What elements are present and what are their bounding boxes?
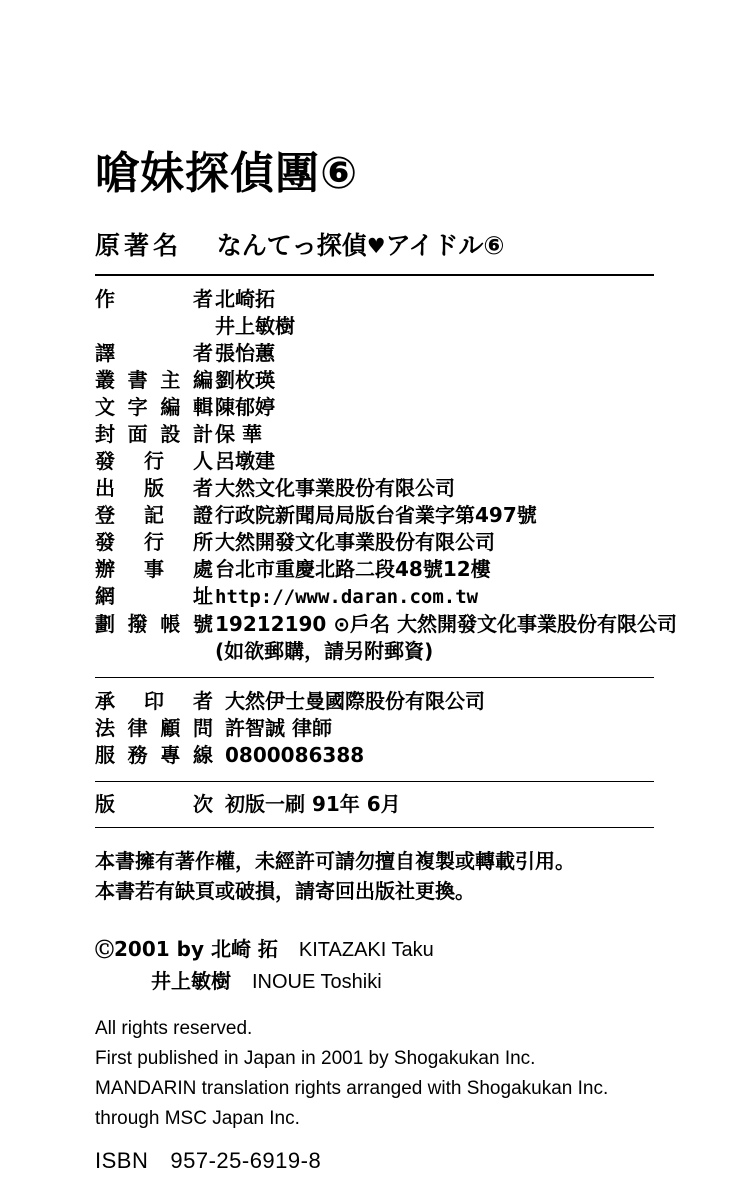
table-row bbox=[95, 791, 654, 818]
row-value: 台北市重慶北路二段48號12樓 bbox=[215, 557, 491, 581]
row-label: 作 者 bbox=[95, 287, 213, 311]
page-title: 嗆妹探偵團⑥ bbox=[95, 148, 359, 199]
copyright-line-1 bbox=[95, 934, 654, 966]
table-row bbox=[95, 502, 677, 529]
author-1-romanized: KITAZAKI Taku bbox=[298, 939, 434, 961]
row-value[interactable] bbox=[213, 583, 677, 611]
row-value: 保 華 bbox=[215, 422, 262, 446]
table-row bbox=[95, 742, 654, 769]
row-value: 行政院新聞局局版台省業字第497號 bbox=[215, 503, 537, 527]
row-label: 發 行 人 bbox=[95, 449, 213, 473]
copyright-notice bbox=[95, 846, 654, 906]
original-title-label: 原著名 bbox=[95, 231, 183, 260]
row-value: 陳郁婷 bbox=[215, 395, 275, 419]
row-value-text-2: (如欲郵購，請另附郵資) bbox=[215, 639, 434, 663]
row-value bbox=[213, 286, 677, 340]
row-value: 劉枚瑛 bbox=[215, 368, 275, 392]
copyright-block bbox=[95, 934, 654, 998]
rights-line-3: MANDARIN translation rights arranged with Shogakukan Inc. bbox=[95, 1078, 609, 1099]
row-label: 出 版 者 bbox=[95, 476, 213, 500]
row-label: 發 行 所 bbox=[95, 530, 213, 554]
notice-line-2: 本書若有缺頁或破損，請寄回出版社更換。 bbox=[95, 879, 475, 903]
row-value-text-2: 井上敏樹 bbox=[215, 314, 295, 338]
table-row bbox=[95, 688, 654, 715]
table-row bbox=[95, 611, 677, 665]
colophon-table-2 bbox=[95, 688, 654, 769]
table-row bbox=[95, 286, 677, 340]
table-row bbox=[95, 367, 677, 394]
table-row bbox=[95, 421, 677, 448]
divider-middle bbox=[95, 677, 654, 678]
table-row bbox=[95, 529, 677, 556]
row-label: 劃撥帳號 bbox=[95, 612, 213, 636]
original-title-value-post: アイドル⑥ bbox=[385, 231, 505, 260]
row-value: 0800086388 bbox=[225, 743, 365, 767]
row-label: 法律顧問 bbox=[95, 716, 213, 740]
original-title-value-pre: なんてっ探偵 bbox=[216, 231, 367, 260]
isbn-value: 957-25-6919-8 bbox=[170, 1148, 322, 1173]
rights-block bbox=[95, 1014, 654, 1134]
edition-label: 版 次 bbox=[95, 792, 213, 816]
row-label: 文字編輯 bbox=[95, 395, 213, 419]
row-label: 登 記 證 bbox=[95, 503, 213, 527]
original-title-row bbox=[95, 226, 654, 262]
row-value-text: 19212190 ⊙戶名 大然開發文化事業股份有限公司 bbox=[215, 612, 678, 636]
row-label: 叢書主編 bbox=[95, 368, 213, 392]
row-label: 承 印 者 bbox=[95, 689, 213, 713]
table-row bbox=[95, 448, 677, 475]
isbn-row bbox=[95, 1148, 654, 1174]
row-value: 大然開發文化事業股份有限公司 bbox=[215, 530, 495, 554]
row-value: 大然文化事業股份有限公司 bbox=[215, 476, 455, 500]
row-value: 大然伊士曼國際股份有限公司 bbox=[225, 689, 485, 713]
copyright-icon: Ⓒ bbox=[95, 939, 115, 961]
row-value: 許智誠 律師 bbox=[225, 716, 332, 740]
divider-edition-top bbox=[95, 781, 654, 782]
divider-edition-bottom bbox=[95, 827, 654, 828]
row-label: 封面設計 bbox=[95, 422, 213, 446]
table-row bbox=[95, 715, 654, 742]
website-link[interactable]: http://www.daran.com.tw bbox=[215, 586, 479, 608]
copyright-line-2 bbox=[95, 966, 654, 998]
row-label: 辦 事 處 bbox=[95, 557, 213, 581]
isbn-label: ISBN bbox=[95, 1148, 149, 1173]
row-value bbox=[213, 611, 677, 665]
author-2-cjk: 井上敏樹 bbox=[151, 969, 231, 993]
row-label: 服務專線 bbox=[95, 743, 213, 767]
table-row-website bbox=[95, 583, 677, 611]
edition-table bbox=[95, 791, 654, 818]
rights-line-1: All rights reserved. bbox=[95, 1018, 253, 1039]
divider-top bbox=[95, 274, 654, 276]
copyright-year: 2001 by bbox=[114, 937, 204, 961]
rights-line-2: First published in Japan in 2001 by Shogakukan Inc. bbox=[95, 1048, 536, 1069]
edition-value: 初版一刷 91年 6月 bbox=[225, 792, 401, 816]
table-row bbox=[95, 340, 677, 367]
row-label: 譯 者 bbox=[95, 341, 213, 365]
row-value: 呂墩建 bbox=[215, 449, 275, 473]
author-1-cjk: 北崎 拓 bbox=[210, 937, 278, 961]
colophon-table bbox=[95, 286, 677, 665]
table-row bbox=[95, 475, 677, 502]
notice-line-1: 本書擁有著作權，未經許可請勿擅自複製或轉載引用。 bbox=[95, 849, 575, 873]
row-value: 張怡蕙 bbox=[215, 341, 275, 365]
heart-icon: ♥ bbox=[366, 234, 386, 258]
author-2-romanized: INOUE Toshiki bbox=[251, 971, 382, 993]
table-row bbox=[95, 394, 677, 421]
title-block bbox=[95, 0, 654, 262]
row-label: 網 址 bbox=[95, 584, 213, 608]
table-row bbox=[95, 556, 677, 583]
rights-line-4: through MSC Japan Inc. bbox=[95, 1108, 300, 1129]
row-value-text: 北崎拓 bbox=[215, 287, 275, 311]
